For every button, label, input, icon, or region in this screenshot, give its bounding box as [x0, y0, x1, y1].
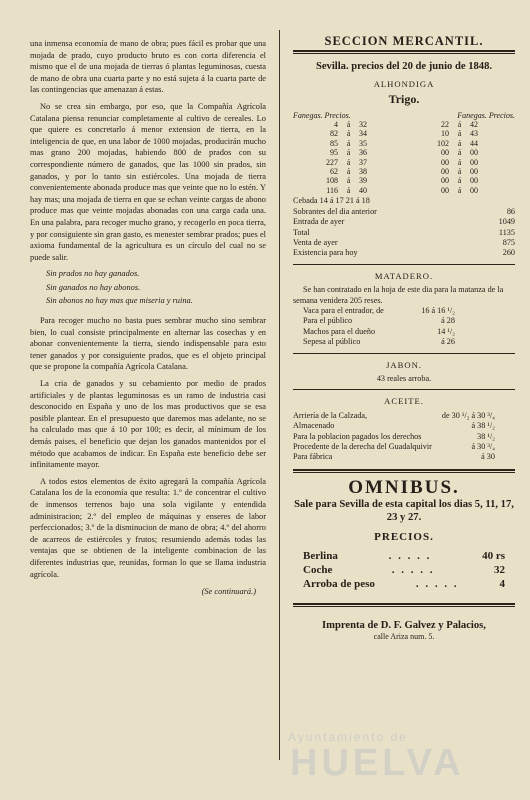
fanegas-header-left: Fanegas. Precios. — [293, 110, 351, 120]
fanegas-cell: 40 — [359, 185, 367, 195]
matadero-row — [303, 337, 455, 347]
fanegas-body — [293, 120, 515, 195]
summary-row-value: 1135 — [498, 227, 515, 237]
price-row — [293, 563, 515, 577]
summary-row — [293, 217, 515, 227]
paragraph: una inmensa economía de mano de obra; pues fácil es probar que una mojada de prado, cuyo producto bruto es con corta diferencia el mismo que el de una mojada de tierras ó plantas leguminosas, cuesta de mano de obra una cuarta parte y no está sujeta á la cuarta parte de las contingencias que amenazan á estas. — [30, 39, 266, 95]
matadero-row — [303, 327, 455, 337]
matadero-row-value: á 26 — [441, 337, 455, 347]
fanegas-row — [293, 120, 515, 129]
matadero-row-value: 14 ¹/₂ — [437, 326, 455, 336]
fanegas-cell: 00 — [441, 176, 449, 186]
aceite-row-value: á 30 — [481, 452, 495, 462]
printer-imprint: Imprenta de D. F. Galvez y Palacios, — [322, 619, 486, 631]
leader-dots: . . . . . — [391, 563, 435, 576]
aceite-row — [293, 411, 495, 421]
fanegas-cell: 4 — [334, 120, 338, 130]
paragraph: Para recoger mucho no basta pues sembrar mucho sino sembrar bien, lo cual consiste principalmente en alternar las cosechas y en abonar convenientemente la tierra, siendo indispensable para esto tener ganados y por consiguiente prados, que es el objeto principal que se propone la compañía Agrícola Catalana. — [30, 316, 266, 372]
double-rule — [293, 50, 515, 54]
summary-row-value: 875 — [502, 237, 515, 247]
matadero-prices — [303, 306, 455, 348]
price-row-value: 4 — [499, 577, 505, 590]
fanegas-table — [293, 111, 515, 196]
fanegas-cell: á — [457, 185, 462, 195]
price-row-label: Arroba de peso — [303, 577, 375, 590]
leader-dots: . . . . . — [415, 577, 459, 590]
fanegas-cell: 00 — [441, 167, 449, 177]
fanegas-cell: 62 — [330, 167, 338, 177]
fanegas-cell: á — [457, 138, 462, 148]
fanegas-row — [293, 176, 515, 185]
matadero-row-value: á 28 — [441, 316, 455, 326]
fanegas-cell: 00 — [441, 157, 449, 167]
alhondiga-heading: ALHONDIGA — [373, 78, 435, 89]
summary-row-label: Existencia para hoy — [293, 248, 358, 258]
fanegas-row — [293, 186, 515, 195]
jabon-heading: JABON. — [386, 359, 422, 370]
aceite-row-value: á 38 ¹/₂ — [471, 421, 495, 431]
trigo-heading: Trigo. — [388, 92, 420, 107]
right-column — [293, 36, 515, 643]
price-row — [293, 549, 515, 563]
rule — [293, 264, 515, 265]
matadero-row-label: Machos para el dueño — [303, 326, 376, 336]
fanegas-cell: 82 — [330, 129, 338, 139]
fanegas-cell: 00 — [441, 185, 449, 195]
summary-row-label: Total — [293, 227, 310, 237]
fanegas-row — [293, 158, 515, 167]
summary-row — [293, 228, 515, 238]
fanegas-cell: á — [457, 176, 462, 186]
aceite-row-value: de 30 ¹/₂ á 30 ³/₄ — [441, 410, 495, 420]
verse-line: Sin prados no hay ganados. — [46, 269, 140, 279]
aceite-row — [293, 452, 495, 462]
summary-row — [293, 248, 515, 258]
aceite-row-value: á 30 ³/₄ — [471, 442, 495, 451]
aceite-row — [293, 442, 495, 452]
matadero-heading: MATADERO. — [374, 270, 434, 281]
price-row — [293, 577, 515, 591]
rule — [293, 353, 515, 354]
fanegas-cell: á — [346, 129, 351, 139]
fanegas-cell: 85 — [330, 138, 338, 148]
watermark-top: Ayuntamiento de — [288, 730, 408, 744]
omnibus-schedule: Sale para Sevilla de esta capital los dias 5, 11, 17, 23 y 27. — [294, 499, 514, 523]
fanegas-cell: 32 — [359, 120, 367, 130]
aceite-prices — [293, 411, 495, 463]
summary-row-value: 260 — [502, 248, 515, 258]
jabon-price: 43 reales arroba. — [376, 373, 432, 383]
fanegas-cell: 10 — [441, 129, 449, 139]
fanegas-cell: 34 — [359, 129, 367, 139]
fanegas-cell: á — [346, 148, 351, 158]
fanegas-cell: 39 — [359, 176, 367, 186]
fanegas-cell: 00 — [470, 157, 478, 167]
continuation-note: (Se continuará.) — [201, 587, 256, 597]
matadero-row — [303, 306, 455, 316]
fanegas-cell: 108 — [326, 176, 338, 186]
aceite-row-value: 38 ¹/₂ — [477, 431, 495, 441]
paragraph: La cria de ganados y su cebamiento por medio de prados artificiales y de plantas leguminosas es un ramo de industria casi desconocido en España y uno de los mas productivos que se esa posible plantear. En el presupuesto que daremos mas adelante, no se ha calculado mas que á 10 por 100; es decir, al mínimum de los demás paises, el beneficio que dejan los ganados mantenidos por el método que acabamos de indicar. En España este beneficio debe ser infinitamente mayor. — [30, 379, 266, 470]
fanegas-cell: 37 — [359, 157, 367, 167]
fanegas-cell: 44 — [470, 138, 478, 148]
summary-row-value: 86 — [506, 206, 515, 216]
fanegas-cell: á — [346, 138, 351, 148]
fanegas-cell: 00 — [470, 167, 478, 177]
fanegas-cell: 00 — [470, 176, 478, 186]
fanegas-row — [293, 129, 515, 138]
price-row-value: 40 rs — [482, 549, 505, 562]
fanegas-cell: á — [346, 157, 351, 167]
omnibus-prices — [293, 549, 515, 591]
price-row-label: Coche — [303, 563, 333, 576]
fanegas-header-right: Fanegas. Precios. — [457, 110, 515, 120]
matadero-row — [303, 316, 455, 326]
aceite-row-label: Para la poblacion pagados los derechos — [293, 431, 422, 441]
fanegas-cell: á — [346, 176, 351, 186]
fanegas-cell: 227 — [326, 157, 338, 167]
summary-row-value: 1049 — [498, 217, 515, 227]
omnibus-heading: OMNIBUS. — [348, 476, 460, 498]
fanegas-cell: 00 — [470, 185, 478, 195]
aceite-row-label: Procedente de la derecha del Guadalquivir — [293, 442, 432, 451]
fanegas-cell: 00 — [441, 148, 449, 158]
matadero-text: Se han contratado en la hoja de este dia para la matanza de la semana venidera 205 reses. — [293, 285, 504, 305]
section-title: SECCION MERCANTIL. — [324, 34, 484, 48]
fanegas-row — [293, 167, 515, 176]
fanegas-cell: 22 — [441, 120, 449, 130]
fanegas-cell: 102 — [437, 138, 449, 148]
fanegas-cell: 38 — [359, 167, 367, 177]
column-divider — [279, 30, 280, 760]
leader-dots: . . . . . — [388, 549, 432, 562]
fanegas-cell: 00 — [470, 148, 478, 158]
fanegas-cell: á — [457, 157, 462, 167]
aceite-row-label: Arriería de la Calzada, — [293, 410, 368, 420]
fanegas-cell: 95 — [330, 148, 338, 158]
summary-row-label: Sobrantes del dia anterior — [293, 206, 377, 216]
double-rule — [293, 603, 515, 607]
price-dateline: Sevilla. precios del 20 de junio de 1848. — [315, 61, 493, 73]
printer-address: calle Ariza num. 5. — [373, 632, 435, 642]
price-row-label: Berlina — [303, 549, 338, 562]
fanegas-cell: á — [346, 185, 351, 195]
watermark-logo: HUELVA — [290, 742, 465, 784]
fanegas-cell: 43 — [470, 129, 478, 139]
aceite-row-label: Almacenado — [293, 421, 335, 431]
fanegas-row — [293, 139, 515, 148]
summary-row-label: Entrada de ayer — [293, 217, 345, 227]
aceite-row — [293, 432, 495, 442]
cebada-line: Cebada 14 á 17 21 á 18 — [293, 196, 370, 206]
fanegas-cell: á — [346, 167, 351, 177]
summary-row — [293, 238, 515, 248]
verse-line: Sin abonos no hay mas que miseria y ruina. — [46, 296, 193, 306]
rule — [293, 389, 515, 390]
fanegas-cell: á — [457, 120, 462, 130]
summary-row-label: Venta de ayer — [293, 237, 338, 247]
fanegas-cell: á — [457, 148, 462, 158]
aceite-heading: ACEITE. — [384, 396, 424, 407]
fanegas-cell: á — [457, 167, 462, 177]
matadero-row-label: Sepesa al público — [303, 337, 361, 347]
matadero-row-label: Vaca para el entrador, de — [303, 305, 384, 315]
fanegas-cell: 36 — [359, 148, 367, 158]
paragraph: No se crea sin embargo, por eso, que la Compañía Agrícola Catalana piensa renunciar completamente al cultivo de cereales. Lo que quiere es concretarlo á menor extension de tierra, en la inteligencia de que, en una labor de 1000 mojadas, producirán mucho mas grano 200 mojadas, habiendo 800 de prados con su correspondiente número de ganados, que las 1000 sin prados, sin ganados, y por lo tanto sin estiércoles. Una mojada de tierra convenientemente abonada produce mas que veinte que no lo estén. Y hay mas; una mojada de tierra en que se echan veinte cargas de abono produce mas que veinte mojadas abonadas con una carga cada una. En una palabra, para recoger mucho grano, y recogerlo en poca tierra, y por consiguiente sin gran gasto, es menester sembrar prados; pues el axioma fundamental de la agricultura es un círculo del cual no se puede salir. — [30, 101, 266, 262]
precios-heading: PRECIOS. — [374, 531, 434, 544]
price-row-value: 32 — [493, 563, 505, 576]
aceite-row-label: Para fábrica — [293, 452, 333, 462]
fanegas-cell: 42 — [470, 120, 478, 130]
summary-row — [293, 207, 515, 217]
matadero-row-value: 16 á 16 ¹/₂ — [421, 305, 455, 315]
fanegas-cell: 116 — [326, 185, 338, 195]
aceite-row — [293, 421, 495, 431]
double-rule — [293, 469, 515, 473]
paragraph: A todos estos elementos de éxito agregará la compañía Agrícola Catalana los de la economía que resulta: 1.º de concentrar el cultivo de inmensos terrenos bajo una sola vigilante y entendida administracion; 2.º del empleo de máquinas y enseres de labor perfeccionados; 3.º de la disminucion de mano de obra; 4.º del ahorro de acarreos de estiércoles y frutos; resumiendo además todas las ventajas que se obtienen de la inteligente combinacion de las diferentes industrias que, reunidas, forman lo que se llama industria agrícola. — [30, 476, 266, 579]
fanegas-row — [293, 148, 515, 157]
grain-summary — [293, 207, 515, 259]
fanegas-cell: á — [457, 129, 462, 139]
matadero-row-label: Para el público — [303, 316, 353, 326]
fanegas-cell: 35 — [359, 138, 367, 148]
verse-line: Sin ganados no hay abonos. — [46, 282, 141, 292]
verse-block — [46, 268, 266, 307]
left-column — [30, 38, 266, 598]
fanegas-cell: á — [346, 120, 351, 130]
